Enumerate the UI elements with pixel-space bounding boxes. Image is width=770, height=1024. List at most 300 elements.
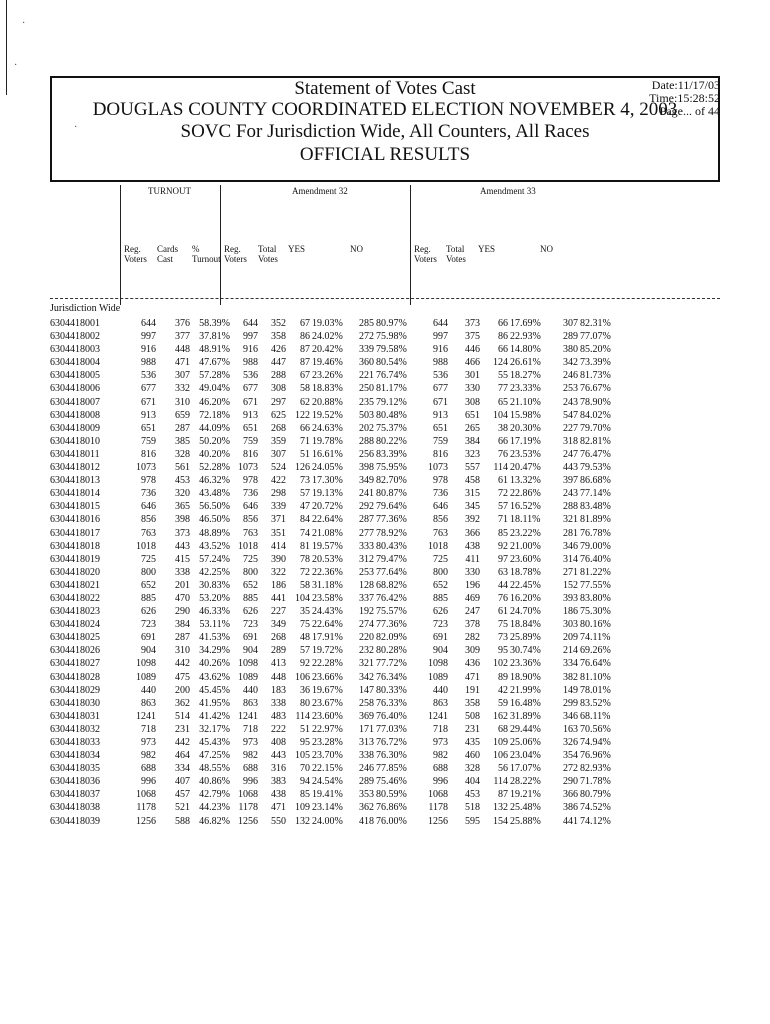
table-row xyxy=(50,749,720,762)
a33-yes-count: 124 xyxy=(493,357,508,369)
turnout-pct: 46.33% xyxy=(199,606,230,618)
cards-cast: 307 xyxy=(175,370,190,382)
a33-no-pct: 75.30% xyxy=(580,606,611,618)
a33-no-count: 334 xyxy=(563,658,578,670)
cards-cast: 442 xyxy=(175,658,190,670)
a33-yes-pct: 25.88% xyxy=(510,815,541,827)
a32-reg-voters: 997 xyxy=(243,331,258,343)
a33-no-count: 443 xyxy=(563,462,578,474)
a33-total-votes: 466 xyxy=(465,357,480,369)
a32-yes-count: 74 xyxy=(300,527,310,539)
a32-yes-pct: 17.91% xyxy=(312,632,343,644)
a32-reg-voters: 759 xyxy=(243,435,258,447)
a33-no-count: 321 xyxy=(563,514,578,526)
a33-yes-pct: 19.21% xyxy=(510,789,541,801)
a32-yes-count: 70 xyxy=(300,763,310,775)
a33-reg-voters: 1018 xyxy=(428,540,448,552)
table-row xyxy=(50,592,720,605)
cards-cast: 443 xyxy=(175,540,190,552)
a33-reg-voters: 1178 xyxy=(428,802,448,814)
cards-cast: 448 xyxy=(175,344,190,356)
precinct-id: 6304418028 xyxy=(50,671,100,683)
a32-reg-voters: 736 xyxy=(243,488,258,500)
precinct-id: 6304418026 xyxy=(50,645,100,657)
a33-reg-voters: 904 xyxy=(433,645,448,657)
cards-cast: 385 xyxy=(175,435,190,447)
a33-no-pct: 85.20% xyxy=(580,344,611,356)
a33-no-count: 346 xyxy=(563,710,578,722)
cards-cast: 362 xyxy=(175,697,190,709)
a32-total-votes: 441 xyxy=(271,592,286,604)
a33-total-votes: 460 xyxy=(465,750,480,762)
cards-cast: 514 xyxy=(175,710,190,722)
precinct-id: 6304418010 xyxy=(50,435,100,447)
results-table xyxy=(50,317,720,828)
a33-total-votes: 301 xyxy=(465,370,480,382)
a33-yes-pct: 23.53% xyxy=(510,448,541,460)
a32-total-votes: 307 xyxy=(271,448,286,460)
table-row xyxy=(50,356,720,369)
a33-no-count: 441 xyxy=(563,815,578,827)
a33-no-count: 326 xyxy=(563,737,578,748)
table-row xyxy=(50,474,720,487)
a32-yes-pct: 22.64% xyxy=(312,619,343,631)
table-row xyxy=(50,448,720,461)
precinct-id: 6304418038 xyxy=(50,802,100,814)
a33-no-pct: 73.39% xyxy=(580,357,611,369)
table-row xyxy=(50,618,720,631)
a33-no-pct: 80.16% xyxy=(580,619,611,631)
a32-yes-count: 104 xyxy=(295,592,310,604)
table-row xyxy=(50,775,720,788)
cards-cast: 231 xyxy=(175,723,190,735)
a32-reg-voters: 1178 xyxy=(238,802,258,814)
a32-total-votes: 383 xyxy=(271,776,286,788)
a32-yes-pct: 19.13% xyxy=(312,488,343,500)
table-row xyxy=(50,762,720,775)
yes-heading: YES xyxy=(478,244,496,254)
report-time: Time:15:28:52 xyxy=(649,91,720,105)
a32-no-pct: 77.03% xyxy=(376,723,407,735)
a32-yes-pct: 16.61% xyxy=(312,448,343,460)
a33-yes-count: 66 xyxy=(498,318,508,329)
a33-yes-pct: 18.78% xyxy=(510,566,541,578)
a33-total-votes: 196 xyxy=(465,579,480,591)
reg-voters: 863 xyxy=(141,697,156,709)
a32-total-votes: 338 xyxy=(271,697,286,709)
a32-yes-count: 92 xyxy=(300,658,310,670)
cards-cast: 201 xyxy=(175,579,190,591)
precinct-id: 6304418037 xyxy=(50,789,100,801)
a32-total-votes: 289 xyxy=(271,645,286,657)
total-votes-heading: Total Votes xyxy=(258,244,278,264)
a32-yes-pct: 21.08% xyxy=(312,527,343,539)
a33-reg-voters: 763 xyxy=(433,527,448,539)
a32-reg-voters: 988 xyxy=(243,357,258,369)
precinct-id: 6304418021 xyxy=(50,579,100,591)
turnout-pct: 48.91% xyxy=(199,344,230,356)
turnout-pct: 46.50% xyxy=(199,514,230,526)
a32-no-pct: 83.39% xyxy=(376,448,407,460)
cards-cast: 407 xyxy=(175,776,190,788)
a33-no-pct: 83.80% xyxy=(580,592,611,604)
turnout-pct: 48.89% xyxy=(199,527,230,539)
turnout-pct: 44.23% xyxy=(199,802,230,814)
a32-no-count: 292 xyxy=(359,501,374,513)
total-votes-heading: Total Votes xyxy=(446,244,466,264)
reg-voters: 978 xyxy=(141,475,156,487)
a33-reg-voters: 885 xyxy=(433,592,448,604)
a33-total-votes: 366 xyxy=(465,527,480,539)
a33-no-pct: 83.48% xyxy=(580,501,611,513)
a32-total-votes: 471 xyxy=(271,802,286,814)
precinct-id: 6304418036 xyxy=(50,776,100,788)
a32-yes-count: 72 xyxy=(300,566,310,578)
a33-yes-count: 114 xyxy=(493,462,508,474)
a33-total-votes: 358 xyxy=(465,697,480,709)
a33-no-count: 290 xyxy=(563,776,578,788)
a33-reg-voters: 677 xyxy=(433,383,448,395)
a32-no-count: 362 xyxy=(359,802,374,814)
a33-no-pct: 84.02% xyxy=(580,409,611,421)
a32-no-pct: 79.58% xyxy=(376,344,407,356)
a32-total-votes: 413 xyxy=(271,658,286,670)
a33-no-pct: 71.78% xyxy=(580,776,611,788)
a32-reg-voters: 763 xyxy=(243,527,258,539)
a32-total-votes: 524 xyxy=(271,462,286,474)
a33-yes-pct: 17.69% xyxy=(510,318,541,329)
a33-no-pct: 78.90% xyxy=(580,396,611,408)
a32-no-count: 285 xyxy=(359,318,374,329)
a32-no-count: 277 xyxy=(359,527,374,539)
a33-reg-voters: 651 xyxy=(433,422,448,434)
a32-yes-pct: 24.00% xyxy=(312,815,343,827)
a32-reg-voters: 677 xyxy=(243,383,258,395)
a32-yes-count: 35 xyxy=(300,606,310,618)
reg-voters: 982 xyxy=(141,750,156,762)
a33-reg-voters: 736 xyxy=(433,488,448,500)
report-date: Date:11/17/03 xyxy=(651,78,720,92)
a32-total-votes: 298 xyxy=(271,488,286,500)
turnout-pct-heading: % Turnout xyxy=(192,244,221,264)
a32-no-pct: 79.12% xyxy=(376,396,407,408)
reg-voters-heading: Reg. Voters xyxy=(124,244,147,264)
a33-yes-count: 114 xyxy=(493,776,508,788)
a32-yes-count: 67 xyxy=(300,318,310,329)
a33-reg-voters: 988 xyxy=(433,357,448,369)
reg-voters: 996 xyxy=(141,776,156,788)
a32-yes-count: 57 xyxy=(300,645,310,657)
table-row xyxy=(50,736,720,749)
a33-total-votes: 309 xyxy=(465,645,480,657)
a33-yes-count: 61 xyxy=(498,606,508,618)
column-rule xyxy=(120,185,121,305)
a32-reg-voters: 1098 xyxy=(238,658,258,670)
a32-no-count: 202 xyxy=(359,422,374,434)
table-row xyxy=(50,644,720,657)
a33-total-votes: 469 xyxy=(465,592,480,604)
a33-reg-voters: 1073 xyxy=(428,462,448,474)
a33-yes-pct: 23.60% xyxy=(510,553,541,565)
a33-yes-count: 89 xyxy=(498,671,508,683)
a32-total-votes: 443 xyxy=(271,750,286,762)
reg-voters: 1241 xyxy=(136,710,156,722)
a33-reg-voters: 759 xyxy=(433,435,448,447)
a32-reg-voters: 718 xyxy=(243,723,258,735)
a32-yes-count: 58 xyxy=(300,383,310,395)
a33-yes-count: 65 xyxy=(498,396,508,408)
a33-yes-pct: 20.47% xyxy=(510,462,541,474)
a33-yes-count: 55 xyxy=(498,370,508,382)
precinct-id: 6304418030 xyxy=(50,697,100,709)
a32-no-count: 338 xyxy=(359,750,374,762)
turnout-pct: 46.32% xyxy=(199,475,230,487)
a33-no-count: 303 xyxy=(563,619,578,631)
a33-yes-pct: 23.36% xyxy=(510,658,541,670)
a32-yes-pct: 22.97% xyxy=(312,723,343,735)
table-row xyxy=(50,723,720,736)
a32-yes-count: 48 xyxy=(300,632,310,644)
a32-no-pct: 77.36% xyxy=(376,619,407,631)
a33-total-votes: 453 xyxy=(465,789,480,801)
a33-yes-pct: 23.33% xyxy=(510,383,541,395)
a32-yes-count: 51 xyxy=(300,448,310,460)
turnout-pct: 72.18% xyxy=(199,409,230,421)
a32-no-pct: 80.33% xyxy=(376,684,407,696)
a32-reg-voters: 723 xyxy=(243,619,258,631)
a33-no-count: 214 xyxy=(563,645,578,657)
a32-total-votes: 438 xyxy=(271,789,286,801)
reg-voters: 671 xyxy=(141,396,156,408)
cards-cast: 373 xyxy=(175,527,190,539)
a32-yes-pct: 19.57% xyxy=(312,540,343,552)
a32-no-count: 272 xyxy=(359,331,374,343)
jurisdiction-wide-label: Jurisdiction Wide xyxy=(50,303,121,314)
a32-total-votes: 297 xyxy=(271,396,286,408)
a32-no-count: 274 xyxy=(359,619,374,631)
a32-yes-count: 87 xyxy=(300,357,310,369)
a33-yes-pct: 16.20% xyxy=(510,592,541,604)
a33-yes-pct: 30.74% xyxy=(510,645,541,657)
a32-reg-voters: 982 xyxy=(243,750,258,762)
a32-total-votes: 186 xyxy=(271,579,286,591)
a32-no-count: 398 xyxy=(359,462,374,474)
a33-no-count: 382 xyxy=(563,671,578,683)
a32-total-votes: 222 xyxy=(271,723,286,735)
precinct-id: 6304418017 xyxy=(50,527,100,539)
a33-no-count: 247 xyxy=(563,448,578,460)
a33-no-count: 366 xyxy=(563,789,578,801)
cards-cast: 338 xyxy=(175,566,190,578)
a33-yes-pct: 20.30% xyxy=(510,422,541,434)
a32-no-pct: 80.43% xyxy=(376,540,407,552)
a33-no-pct: 81.10% xyxy=(580,671,611,683)
precinct-id: 6304418001 xyxy=(50,318,100,329)
table-row xyxy=(50,815,720,828)
a33-no-pct: 82.31% xyxy=(580,318,611,329)
reg-voters: 677 xyxy=(141,383,156,395)
a33-yes-count: 44 xyxy=(498,579,508,591)
precinct-id: 6304418012 xyxy=(50,462,100,474)
a32-yes-pct: 22.15% xyxy=(312,763,343,775)
turnout-pct: 46.20% xyxy=(199,396,230,408)
a33-total-votes: 191 xyxy=(465,684,480,696)
a32-no-count: 360 xyxy=(359,357,374,369)
reg-voters: 651 xyxy=(141,422,156,434)
table-row xyxy=(50,801,720,814)
table-row xyxy=(50,631,720,644)
a32-no-count: 221 xyxy=(359,370,374,382)
cards-cast: 310 xyxy=(175,645,190,657)
a33-yes-pct: 28.22% xyxy=(510,776,541,788)
a32-no-pct: 82.09% xyxy=(376,632,407,644)
a33-no-pct: 79.00% xyxy=(580,540,611,552)
a32-yes-count: 71 xyxy=(300,435,310,447)
precinct-id: 6304418035 xyxy=(50,763,100,775)
a32-total-votes: 483 xyxy=(271,710,286,722)
reg-voters-heading: Reg. Voters xyxy=(414,244,437,264)
a32-total-votes: 352 xyxy=(271,318,286,329)
a33-no-count: 354 xyxy=(563,750,578,762)
a33-yes-count: 162 xyxy=(493,710,508,722)
a33-no-count: 243 xyxy=(563,396,578,408)
table-row xyxy=(50,657,720,670)
turnout-pct: 58.39% xyxy=(199,318,230,329)
a32-yes-pct: 24.43% xyxy=(312,606,343,618)
turnout-pct: 40.86% xyxy=(199,776,230,788)
a33-no-pct: 82.93% xyxy=(580,763,611,775)
a33-total-votes: 247 xyxy=(465,606,480,618)
no-heading: NO xyxy=(540,244,553,254)
turnout-pct: 46.82% xyxy=(199,815,230,827)
cards-cast: 376 xyxy=(175,318,190,329)
reg-voters-heading: Reg. Voters xyxy=(224,244,247,264)
a33-yes-count: 42 xyxy=(498,684,508,696)
a33-no-count: 253 xyxy=(563,383,578,395)
a32-total-votes: 358 xyxy=(271,331,286,343)
a33-no-pct: 76.64% xyxy=(580,658,611,670)
column-rule xyxy=(410,185,411,305)
cards-cast: 287 xyxy=(175,422,190,434)
precinct-id: 6304418031 xyxy=(50,710,100,722)
a33-yes-count: 75 xyxy=(498,619,508,631)
cards-cast: 334 xyxy=(175,763,190,775)
a32-yes-pct: 20.53% xyxy=(312,553,343,565)
a32-no-count: 171 xyxy=(359,723,374,735)
report-title: Statement of Votes Cast xyxy=(294,78,476,99)
a33-no-count: 397 xyxy=(563,475,578,487)
a33-total-votes: 446 xyxy=(465,344,480,356)
a32-yes-count: 36 xyxy=(300,684,310,696)
a33-no-count: 227 xyxy=(563,422,578,434)
a32-yes-pct: 19.41% xyxy=(312,789,343,801)
a32-yes-count: 122 xyxy=(295,409,310,421)
a33-yes-pct: 18.11% xyxy=(510,514,541,526)
turnout-pct: 49.04% xyxy=(199,383,230,395)
table-row xyxy=(50,527,720,540)
a33-yes-count: 106 xyxy=(493,750,508,762)
a32-reg-voters: 1256 xyxy=(238,815,258,827)
table-row xyxy=(50,382,720,395)
precinct-id: 6304418025 xyxy=(50,632,100,644)
a33-total-votes: 384 xyxy=(465,435,480,447)
a33-total-votes: 328 xyxy=(465,763,480,775)
cards-cast: 521 xyxy=(175,802,190,814)
a33-no-count: 288 xyxy=(563,501,578,513)
reg-voters: 718 xyxy=(141,723,156,735)
a32-reg-voters: 725 xyxy=(243,553,258,565)
cards-cast: 442 xyxy=(175,737,190,748)
cards-cast: 415 xyxy=(175,553,190,565)
a32-total-votes: 183 xyxy=(271,684,286,696)
turnout-pct: 41.53% xyxy=(199,632,230,644)
a33-yes-pct: 21.10% xyxy=(510,396,541,408)
a32-yes-pct: 22.28% xyxy=(312,658,343,670)
a32-no-count: 192 xyxy=(359,606,374,618)
a33-yes-count: 66 xyxy=(498,435,508,447)
a32-reg-voters: 626 xyxy=(243,606,258,618)
a32-no-count: 250 xyxy=(359,383,374,395)
a33-reg-voters: 916 xyxy=(433,344,448,356)
precinct-id: 6304418007 xyxy=(50,396,100,408)
a33-yes-count: 87 xyxy=(498,789,508,801)
a32-no-count: 349 xyxy=(359,475,374,487)
precinct-id: 6304418032 xyxy=(50,723,100,735)
a32-reg-voters: 885 xyxy=(243,592,258,604)
a33-yes-pct: 25.06% xyxy=(510,737,541,748)
a32-total-votes: 268 xyxy=(271,422,286,434)
a33-yes-pct: 18.90% xyxy=(510,671,541,683)
official-results-label: OFFICIAL RESULTS xyxy=(299,144,471,165)
a33-yes-pct: 21.00% xyxy=(510,540,541,552)
a33-no-count: 272 xyxy=(563,763,578,775)
turnout-pct: 42.25% xyxy=(199,566,230,578)
a33-no-pct: 76.67% xyxy=(580,383,611,395)
turnout-pct: 48.55% xyxy=(199,763,230,775)
a32-yes-pct: 20.88% xyxy=(312,396,343,408)
a32-no-pct: 75.37% xyxy=(376,422,407,434)
a32-yes-pct: 23.70% xyxy=(312,750,343,762)
a33-no-count: 547 xyxy=(563,409,578,421)
a33-total-votes: 323 xyxy=(465,448,480,460)
header-divider xyxy=(50,298,720,299)
cards-cast: 328 xyxy=(175,448,190,460)
a33-no-count: 186 xyxy=(563,606,578,618)
a33-no-count: 393 xyxy=(563,592,578,604)
cards-cast: 384 xyxy=(175,619,190,631)
a33-total-votes: 231 xyxy=(465,723,480,735)
a33-no-pct: 70.56% xyxy=(580,723,611,735)
table-row xyxy=(50,566,720,579)
a33-no-count: 149 xyxy=(563,684,578,696)
a32-yes-count: 105 xyxy=(295,750,310,762)
a32-no-count: 418 xyxy=(359,815,374,827)
a33-total-votes: 458 xyxy=(465,475,480,487)
a32-no-pct: 76.72% xyxy=(376,737,407,748)
table-row xyxy=(50,369,720,382)
a32-no-count: 220 xyxy=(359,632,374,644)
a33-yes-count: 57 xyxy=(498,501,508,513)
a33-no-count: 289 xyxy=(563,331,578,343)
a33-yes-pct: 22.93% xyxy=(510,331,541,343)
a32-no-count: 128 xyxy=(359,579,374,591)
reg-voters: 1256 xyxy=(136,815,156,827)
cards-cast-heading: Cards Cast xyxy=(157,244,178,264)
a33-reg-voters: 691 xyxy=(433,632,448,644)
a32-reg-voters: 816 xyxy=(243,448,258,460)
a32-yes-count: 47 xyxy=(300,501,310,513)
a33-no-pct: 69.26% xyxy=(580,645,611,657)
